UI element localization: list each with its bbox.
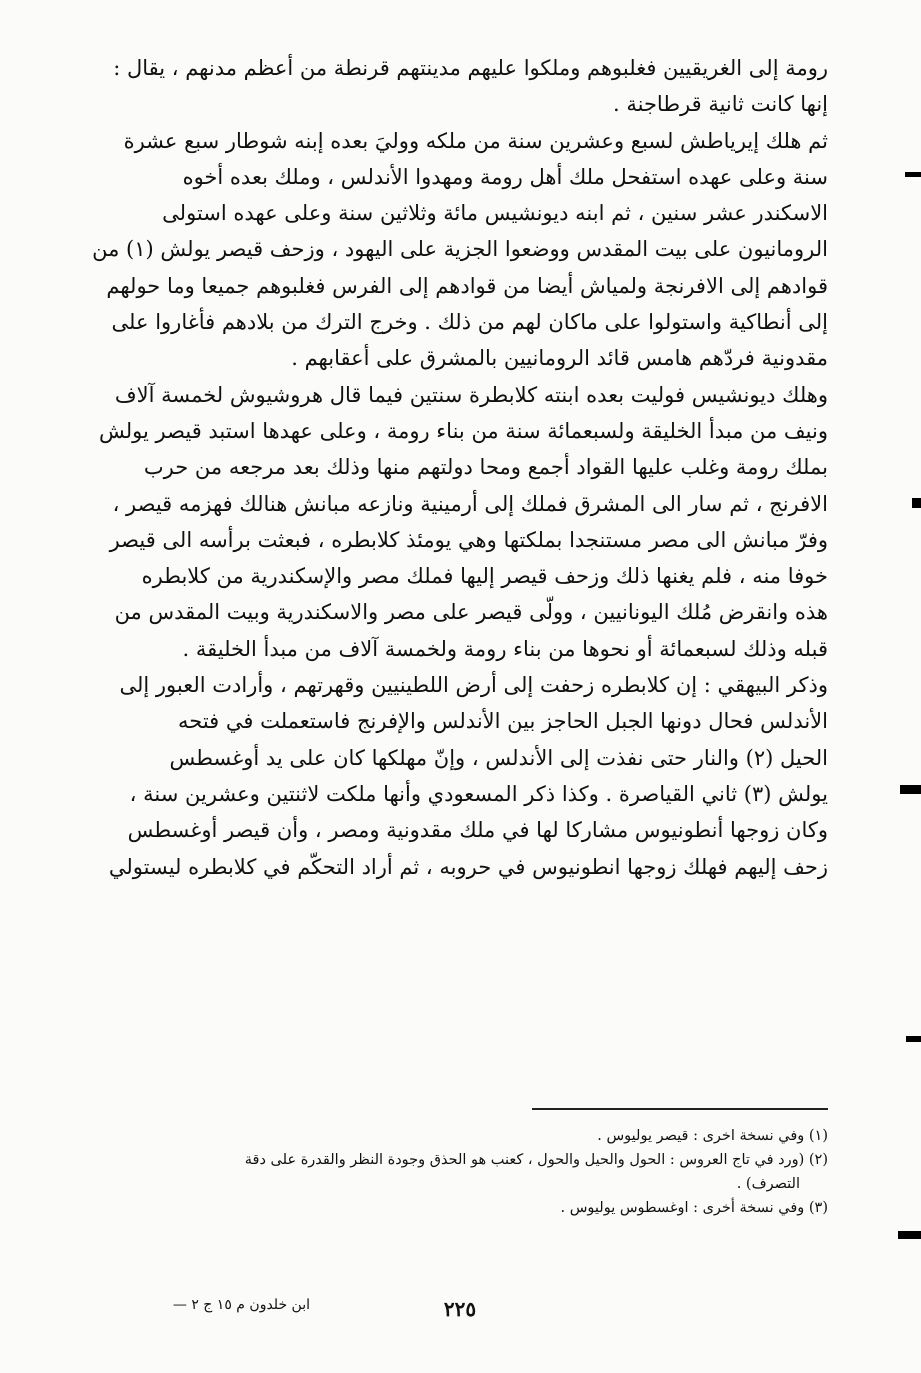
text-line: قوادهم إلى الافرنجة ولمياش أيضا من قوادهم إلى الفرس فغلبوهم جميعا وما حولهم <box>106 273 828 298</box>
footnote-continuation: التصرف) . <box>736 1176 800 1192</box>
footnote-divider <box>532 1108 828 1110</box>
text-line: وذكر البيهقي : إن كلابطره زحفت إلى أرض اللطينيين وقهرتهم ، وأرادت العبور إلى <box>119 673 828 698</box>
text-line: إلى أنطاكية واستولوا على ماكان لهم من ذلك . وخرج الترك من بلادهم فأغاروا على <box>111 310 828 335</box>
text-line: مقدونية فردّهم هامس قائد الرومانيين بالمشرق على أعقابهم . <box>291 346 828 371</box>
text-line: بملك رومة وغلب عليها القواد أجمع ومحا دولتهم منها وذلك بعد مرجعه من حرب <box>143 455 828 480</box>
text-line: الرومانيون على بيت المقدس ووضعوا الجزية على اليهود ، وزحف قيصر يولش (١) من <box>92 237 828 262</box>
text-line: خوفا منه ، فلم يغنها ذلك وزحف قيصر إليها فملك مصر والإسكندرية من كلابطره <box>141 564 828 589</box>
text-line: يولش (٣) ثاني القياصرة . وكذا ذكر المسعودي وأنها ملكت لاثنتين وعشرين سنة ، <box>129 781 828 806</box>
volume-signature: ابن خلدون م ١٥ ج ٢ — <box>172 1297 310 1313</box>
scan-edge-mark <box>912 498 921 508</box>
text-line: الافرنج ، ثم سار الى المشرق فملك إلى أرمينية ونازعه مبانش هنالك فهزمه قيصر ، <box>112 491 828 516</box>
footnote: (١) وفي نسخة اخرى : قيصر يوليوس . <box>597 1128 828 1144</box>
text-line: قبله وذلك لسبعمائة أو نحوها من بناء رومة ولخمسة آلاف من مبدأ الخليقة . <box>182 636 828 661</box>
main-text <box>92 50 828 885</box>
scan-edge-mark <box>898 1231 921 1239</box>
text-line: وكان زوجها أنطونيوس مشاركا لها في ملك مقدونية ومصر ، وأن قيصر أوغسطس <box>127 818 828 843</box>
text-line: الأندلس فحال دونها الجبل الحاجز بين الأندلس والإفرنج فاستعملت في فتحه <box>178 709 828 734</box>
scan-edge-mark <box>905 172 921 177</box>
page-number: ٢٢٥ <box>443 1297 477 1321</box>
text-line: ونيف من مبدأ الخليقة ولسبعمائة سنة من بناء رومة ، وعلى عهدها استبد قيصر يولش <box>99 418 828 443</box>
footnote: (٢) (ورد في تاج العروس : الحول والحيل والحول ، كعنب هو الحذق وجودة النظر والقدرة على دقة <box>244 1152 828 1168</box>
text-line: الاسكندر عشر سنين ، ثم ابنه ديونشيس مائة وثلاثين سنة وعلى عهده استولى <box>162 201 828 226</box>
footnotes <box>118 1124 828 1220</box>
text-line: سنة وعلى عهده استفحل ملك أهل رومة ومهدوا الأندلس ، وملك بعده أخوه <box>182 164 828 189</box>
text-line: ثم هلك إيرياطش لسبع وعشرين سنة من ملكه ووليَ بعده إبنه شوطار سبع عشرة <box>123 128 828 153</box>
text-line: هذه وانقرض مُلك اليونانيين ، وولّى قيصر على مصر والاسكندرية وبيت المقدس من <box>114 600 828 625</box>
scan-edge-mark <box>900 785 921 794</box>
text-line: إنها كانت ثانية قرطاجنة . <box>613 92 828 117</box>
footnote: (٣) وفي نسخة أخرى : اوغسطوس يوليوس . <box>560 1200 828 1216</box>
text-line: الحيل (٢) والنار حتى نفذت إلى الأندلس ، وإنّ مهلكها كان على يد أوغسطس <box>169 745 828 770</box>
text-line: وهلك ديونشيس فوليت بعده ابنته كلابطرة سنتين فيما قال هروشيوش لخمسة آلاف <box>114 382 828 407</box>
text-line: زحف إليهم فهلك زوجها انطونيوس في حروبه ، ثم أراد التحكّم في كلابطره ليستولي <box>108 854 828 879</box>
text-line: رومة إلى الغريقيين فغلبوهم وملكوا عليهم مدينتهم قرنطة من أعظم مدنهم ، يقال : <box>113 56 828 80</box>
scan-edge-mark <box>906 1036 921 1042</box>
text-line: وفرّ مبانش الى مصر مستنجدا بملكتها وهي يومئذ كلابطره ، فبعثت برأسه الى قيصر <box>109 527 828 552</box>
